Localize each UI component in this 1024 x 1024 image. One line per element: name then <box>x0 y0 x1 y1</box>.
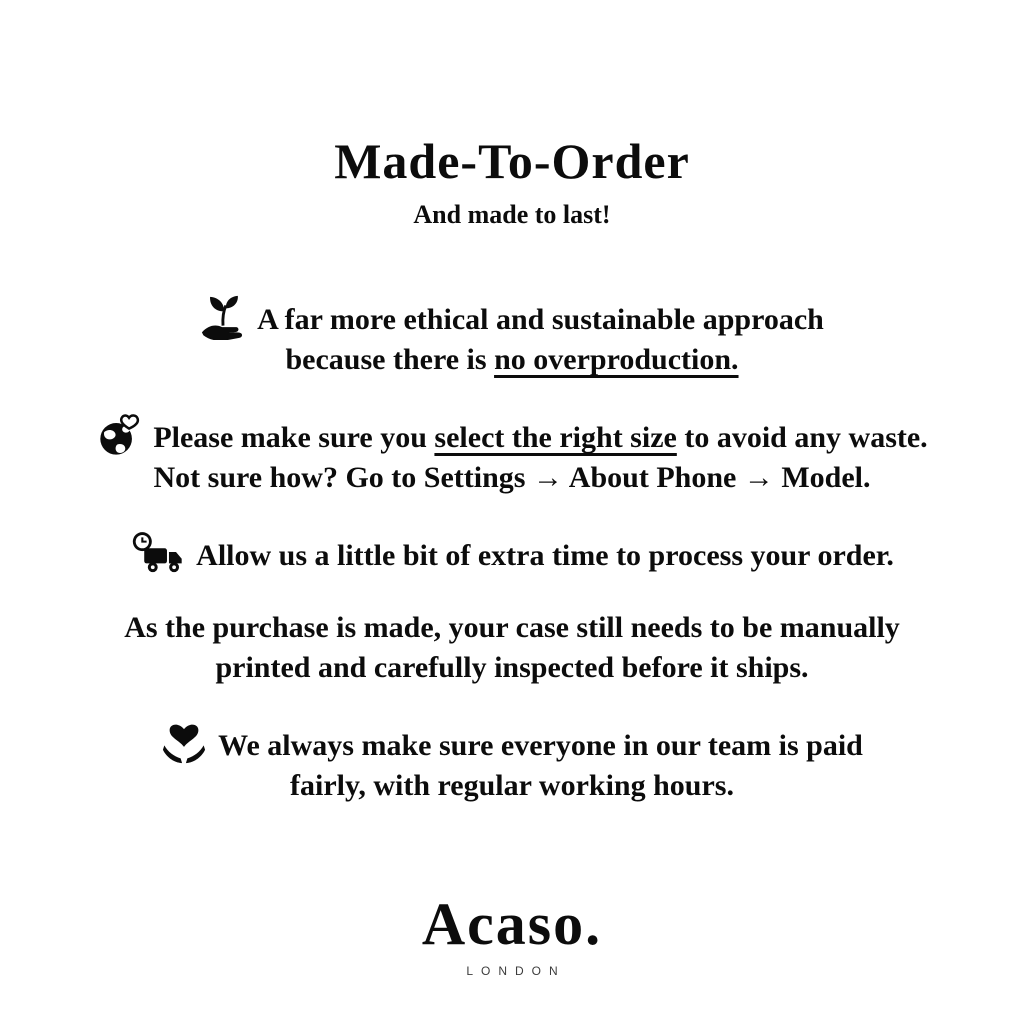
section-line <box>0 294 1024 340</box>
section-line <box>0 412 1024 458</box>
page-subtitle: And made to last! <box>413 200 611 229</box>
section-manual-printing <box>0 608 1024 688</box>
section-text: Not sure how? Go to Settings → About Phone → Model. <box>153 461 871 495</box>
earth-heart-icon <box>96 412 142 458</box>
section-line <box>0 458 1024 498</box>
section-size <box>0 412 1024 498</box>
section-line <box>0 608 1024 648</box>
info-sections <box>0 294 1024 806</box>
section-line <box>0 766 1024 806</box>
underlined-text: select the right size <box>434 421 677 455</box>
section-line <box>0 720 1024 766</box>
section-text: fairly, with regular working hours. <box>290 769 734 803</box>
page-title: Made-To-Order <box>334 133 690 189</box>
seedling-hand-icon <box>200 294 246 340</box>
section-text: Please make sure you <box>153 421 435 455</box>
brand-logo: Acaso. <box>421 891 603 958</box>
section-processing-time <box>0 530 1024 576</box>
section-fair-pay <box>0 720 1024 806</box>
section-text: Allow us a little bit of extra time to process your order. <box>196 539 894 573</box>
hands-holding-heart-icon <box>161 720 207 766</box>
section-line <box>0 340 1024 380</box>
section-text: printed and carefully inspected before it ships. <box>215 651 809 685</box>
section-text: We always make sure everyone in our team is paid <box>218 729 863 763</box>
brand-city: LONDON <box>466 964 566 979</box>
section-text: A far more ethical and sustainable approach <box>257 303 824 337</box>
section-line <box>0 530 1024 576</box>
section-line <box>0 648 1024 688</box>
underlined-text: no overproduction. <box>494 343 739 377</box>
section-text: because there is <box>285 343 495 377</box>
section-ethical <box>0 294 1024 380</box>
section-text: to avoid any waste. <box>676 421 928 455</box>
truck-clock-icon <box>130 530 185 576</box>
section-text: As the purchase is made, your case still needs to be manually <box>124 611 900 645</box>
